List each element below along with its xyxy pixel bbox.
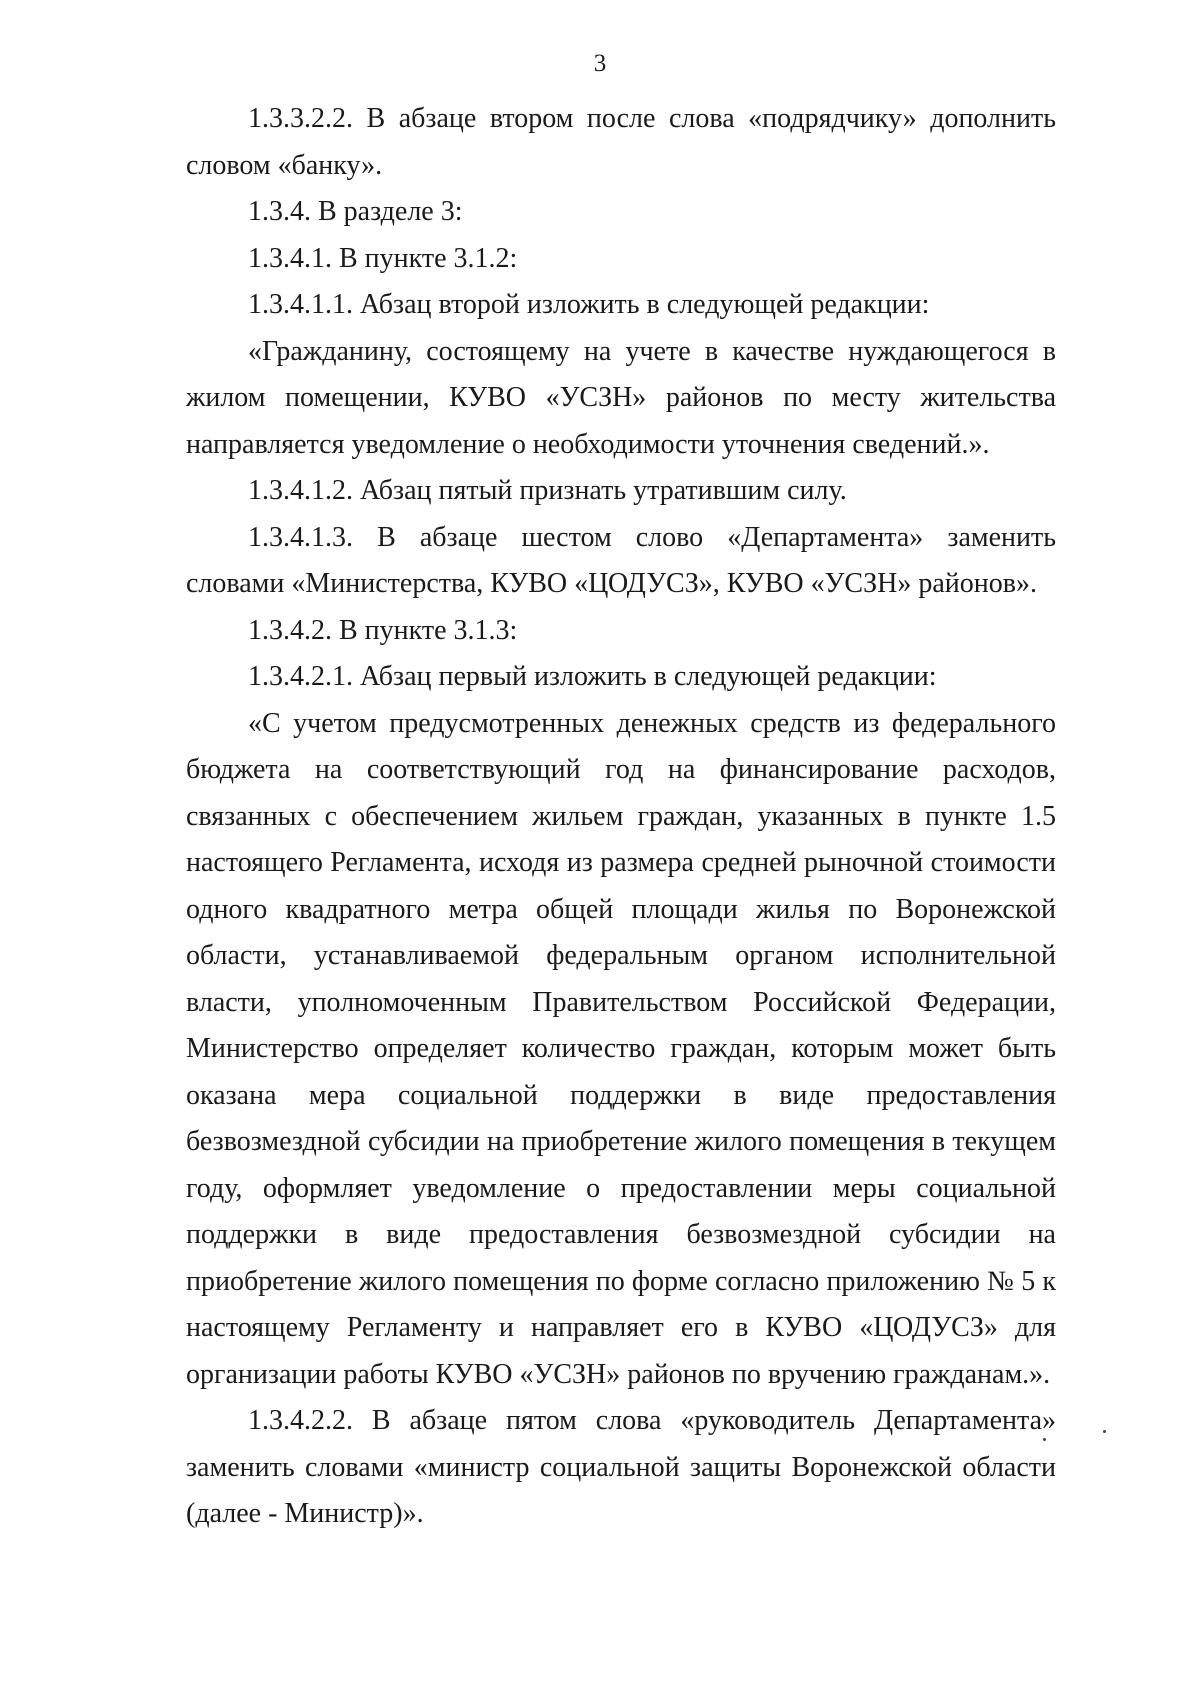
- scan-speck: [1043, 1438, 1046, 1441]
- document-body: [186, 96, 1056, 1538]
- paragraph: 1.3.4. В разделе 3:: [248, 196, 463, 227]
- paragraph: 1.3.4.2. В пункте 3.1.3:: [248, 614, 518, 646]
- scan-speck: [1103, 1430, 1106, 1433]
- page-number: 3: [593, 50, 607, 77]
- paragraph: 1.3.3.2.2. В абзаце втором после слова «подрядчику» дополнить словом «банку».: [186, 103, 1056, 181]
- paragraph: 1.3.4.2.1. Абзац первый изложить в следующей редакции:: [248, 661, 937, 692]
- paragraph: 1.3.4.1.2. Абзац пятый признать утратившим силу.: [248, 475, 847, 506]
- paragraph: «Гражданину, состоящему на учете в качестве нуждающегося в жилом помещении, КУВО «УСЗН» районов по месту жительства направляется уведомление о необходимости уточнения сведений.».: [186, 335, 1056, 460]
- paragraph: 1.3.4.1.3. В абзаце шестом слово «Департамента» заменить словами «Министерства, КУВО «ЦОДУСЗ», КУВО «УСЗН» районов».: [186, 521, 1056, 599]
- paragraph: «С учетом предусмотренных денежных средств из федерального бюджета на соответствующий год на финансирование расходов, связанных с обеспечением жильем граждан, указанных в пункте 1.5 настоящего Регламента, исходя из размера средней рыночной стоимости одного квадратного метра общей площади жилья по Воронежской области, устанавливаемой федеральным органом исполнительной власти, уполномоченным Правительством Российской Федерации, Министерство определяет количество граждан, которым может быть оказана мера социальной поддержки в виде предоставления безвозмездной субсидии на приобретение жилого помещения в текущем году, оформляет уведомление о предоставлении меры социальной поддержки в виде предоставления безвозмездной субсидии на приобретение жилого помещения по форме согласно приложению № 5 к настоящему Регламенту и направляет его в КУВО «ЦОДУСЗ» для организации работы КУВО «УСЗН» районов по вручению гражданам.».: [186, 707, 1056, 1390]
- paragraph: 1.3.4.1.1. Абзац второй изложить в следующей редакции:: [248, 289, 930, 320]
- paragraph: 1.3.4.1. В пункте 3.1.2:: [248, 242, 518, 274]
- paragraph: 1.3.4.2.2. В абзаце пятом слова «руководитель Департамента» заменить словами «министр социальной защиты Воронежской области (далее - Министр)».: [186, 1405, 1056, 1529]
